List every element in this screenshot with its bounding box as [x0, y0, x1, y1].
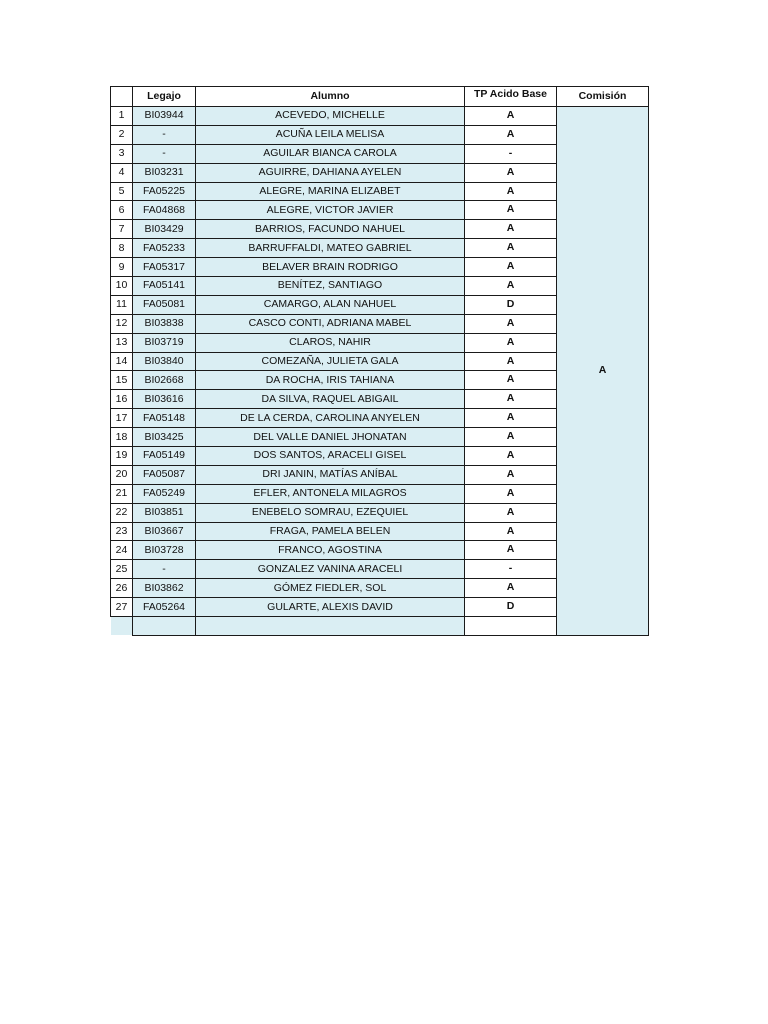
- legajo-cell: FA05249: [133, 484, 196, 503]
- alumno-cell: COMEZAÑA, JULIETA GALA: [196, 352, 465, 371]
- tp-grade-cell: A: [465, 277, 557, 296]
- row-number-cell: 22: [111, 503, 133, 522]
- alumno-cell: AGUIRRE, DAHIANA AYELEN: [196, 163, 465, 182]
- alumno-cell: FRANCO, AGOSTINA: [196, 541, 465, 560]
- comision-cell: A: [557, 107, 649, 636]
- row-number-cell: 3: [111, 144, 133, 163]
- legajo-cell: FA05141: [133, 277, 196, 296]
- alumno-cell: ACEVEDO, MICHELLE: [196, 107, 465, 126]
- tp-grade-cell: A: [465, 239, 557, 258]
- tp-grade-cell: A: [465, 333, 557, 352]
- alumno-cell: DEL VALLE DANIEL JHONATAN: [196, 428, 465, 447]
- row-number-cell: 14: [111, 352, 133, 371]
- tp-grade-cell: D: [465, 598, 557, 617]
- row-number-cell: 26: [111, 579, 133, 598]
- tp-grade-cell: A: [465, 352, 557, 371]
- row-number-cell: 20: [111, 465, 133, 484]
- legajo-cell: BI03838: [133, 314, 196, 333]
- header-alumno: Alumno: [196, 87, 465, 107]
- legajo-cell: FA05081: [133, 295, 196, 314]
- tp-grade-cell: A: [465, 409, 557, 428]
- tp-grade-cell: A: [465, 314, 557, 333]
- legajo-cell: BI03616: [133, 390, 196, 409]
- legajo-cell: BI03429: [133, 220, 196, 239]
- row-number-cell: 8: [111, 239, 133, 258]
- tp-grade-cell: A: [465, 220, 557, 239]
- alumno-cell: EFLER, ANTONELA MILAGROS: [196, 484, 465, 503]
- tp-grade-cell: A: [465, 579, 557, 598]
- header-row: [111, 87, 649, 107]
- row-number-cell: 9: [111, 258, 133, 277]
- alumno-cell: ACUÑA LEILA MELISA: [196, 125, 465, 144]
- alumno-cell: GÓMEZ FIEDLER, SOL: [196, 579, 465, 598]
- row-number-cell: 15: [111, 371, 133, 390]
- alumno-cell: ENEBELO SOMRAU, EZEQUIEL: [196, 503, 465, 522]
- legajo-cell: BI03719: [133, 333, 196, 352]
- row-number-cell: 10: [111, 277, 133, 296]
- table-body: [111, 107, 649, 636]
- legajo-cell: FA05087: [133, 465, 196, 484]
- legajo-cell: -: [133, 560, 196, 579]
- row-number-cell: 2: [111, 125, 133, 144]
- tp-grade-cell: -: [465, 144, 557, 163]
- tp-grade-cell: A: [465, 503, 557, 522]
- legajo-cell: BI02668: [133, 371, 196, 390]
- header-comision: Comisión: [557, 87, 649, 107]
- row-number-cell: 4: [111, 163, 133, 182]
- legajo-cell: BI03425: [133, 428, 196, 447]
- header-legajo: Legajo: [133, 87, 196, 107]
- tp-grade-cell: A: [465, 371, 557, 390]
- alumno-cell: ALEGRE, MARINA ELIZABET: [196, 182, 465, 201]
- empty-cell: [133, 617, 196, 636]
- legajo-cell: FA05233: [133, 239, 196, 258]
- row-number-cell: 5: [111, 182, 133, 201]
- tp-grade-cell: A: [465, 258, 557, 277]
- tp-grade-cell: -: [465, 560, 557, 579]
- tp-grade-cell: A: [465, 182, 557, 201]
- tp-grade-cell: A: [465, 447, 557, 466]
- alumno-cell: CLAROS, NAHIR: [196, 333, 465, 352]
- alumno-cell: BARRUFFALDI, MATEO GABRIEL: [196, 239, 465, 258]
- alumno-cell: CASCO CONTI, ADRIANA MABEL: [196, 314, 465, 333]
- tp-grade-cell: A: [465, 107, 557, 126]
- row-number-cell: 27: [111, 598, 133, 617]
- row-number-cell: 21: [111, 484, 133, 503]
- alumno-cell: CAMARGO, ALAN NAHUEL: [196, 295, 465, 314]
- alumno-cell: ALEGRE, VICTOR JAVIER: [196, 201, 465, 220]
- legajo-cell: FA04868: [133, 201, 196, 220]
- tp-grade-cell: A: [465, 163, 557, 182]
- row-number-cell: 25: [111, 560, 133, 579]
- row-number-cell: 11: [111, 295, 133, 314]
- row-number-cell: 16: [111, 390, 133, 409]
- row-number-cell: 17: [111, 409, 133, 428]
- legajo-cell: FA05149: [133, 447, 196, 466]
- row-number-cell: 19: [111, 447, 133, 466]
- tp-grade-cell: D: [465, 295, 557, 314]
- alumno-cell: AGUILAR BIANCA CAROLA: [196, 144, 465, 163]
- alumno-cell: DOS SANTOS, ARACELI GISEL: [196, 447, 465, 466]
- row-number-cell: 12: [111, 314, 133, 333]
- tp-grade-cell: A: [465, 541, 557, 560]
- grades-table: [110, 86, 649, 636]
- legajo-cell: BI03728: [133, 541, 196, 560]
- row-number-cell: 1: [111, 107, 133, 126]
- legajo-cell: -: [133, 144, 196, 163]
- tp-grade-cell: A: [465, 125, 557, 144]
- tp-grade-cell: A: [465, 484, 557, 503]
- row-number-cell: 23: [111, 522, 133, 541]
- legajo-cell: BI03944: [133, 107, 196, 126]
- header-num: [111, 87, 133, 107]
- legajo-cell: FA05225: [133, 182, 196, 201]
- table-row: [111, 107, 649, 126]
- legajo-cell: BI03851: [133, 503, 196, 522]
- row-number-cell: 24: [111, 541, 133, 560]
- empty-cell: [465, 617, 557, 636]
- legajo-cell: FA05148: [133, 409, 196, 428]
- legajo-cell: FA05317: [133, 258, 196, 277]
- alumno-cell: BENÍTEZ, SANTIAGO: [196, 277, 465, 296]
- alumno-cell: GULARTE, ALEXIS DAVID: [196, 598, 465, 617]
- tp-grade-cell: A: [465, 390, 557, 409]
- legajo-cell: BI03231: [133, 163, 196, 182]
- header-tp: TP Acido Base: [465, 87, 557, 107]
- row-number-cell: 6: [111, 201, 133, 220]
- alumno-cell: GONZALEZ VANINA ARACELI: [196, 560, 465, 579]
- alumno-cell: DA ROCHA, IRIS TAHIANA: [196, 371, 465, 390]
- alumno-cell: FRAGA, PAMELA BELEN: [196, 522, 465, 541]
- legajo-cell: -: [133, 125, 196, 144]
- alumno-cell: BARRIOS, FACUNDO NAHUEL: [196, 220, 465, 239]
- alumno-cell: DA SILVA, RAQUEL ABIGAIL: [196, 390, 465, 409]
- tp-grade-cell: A: [465, 428, 557, 447]
- legajo-cell: BI03667: [133, 522, 196, 541]
- alumno-cell: DE LA CERDA, CAROLINA ANYELEN: [196, 409, 465, 428]
- empty-cell: [196, 617, 465, 636]
- legajo-cell: FA05264: [133, 598, 196, 617]
- row-number-cell: 7: [111, 220, 133, 239]
- row-number-cell: 13: [111, 333, 133, 352]
- tp-grade-cell: A: [465, 465, 557, 484]
- tp-grade-cell: A: [465, 201, 557, 220]
- empty-cell: [111, 617, 133, 636]
- alumno-cell: BELAVER BRAIN RODRIGO: [196, 258, 465, 277]
- alumno-cell: DRI JANIN, MATÍAS ANÍBAL: [196, 465, 465, 484]
- row-number-cell: 18: [111, 428, 133, 447]
- tp-grade-cell: A: [465, 522, 557, 541]
- legajo-cell: BI03840: [133, 352, 196, 371]
- legajo-cell: BI03862: [133, 579, 196, 598]
